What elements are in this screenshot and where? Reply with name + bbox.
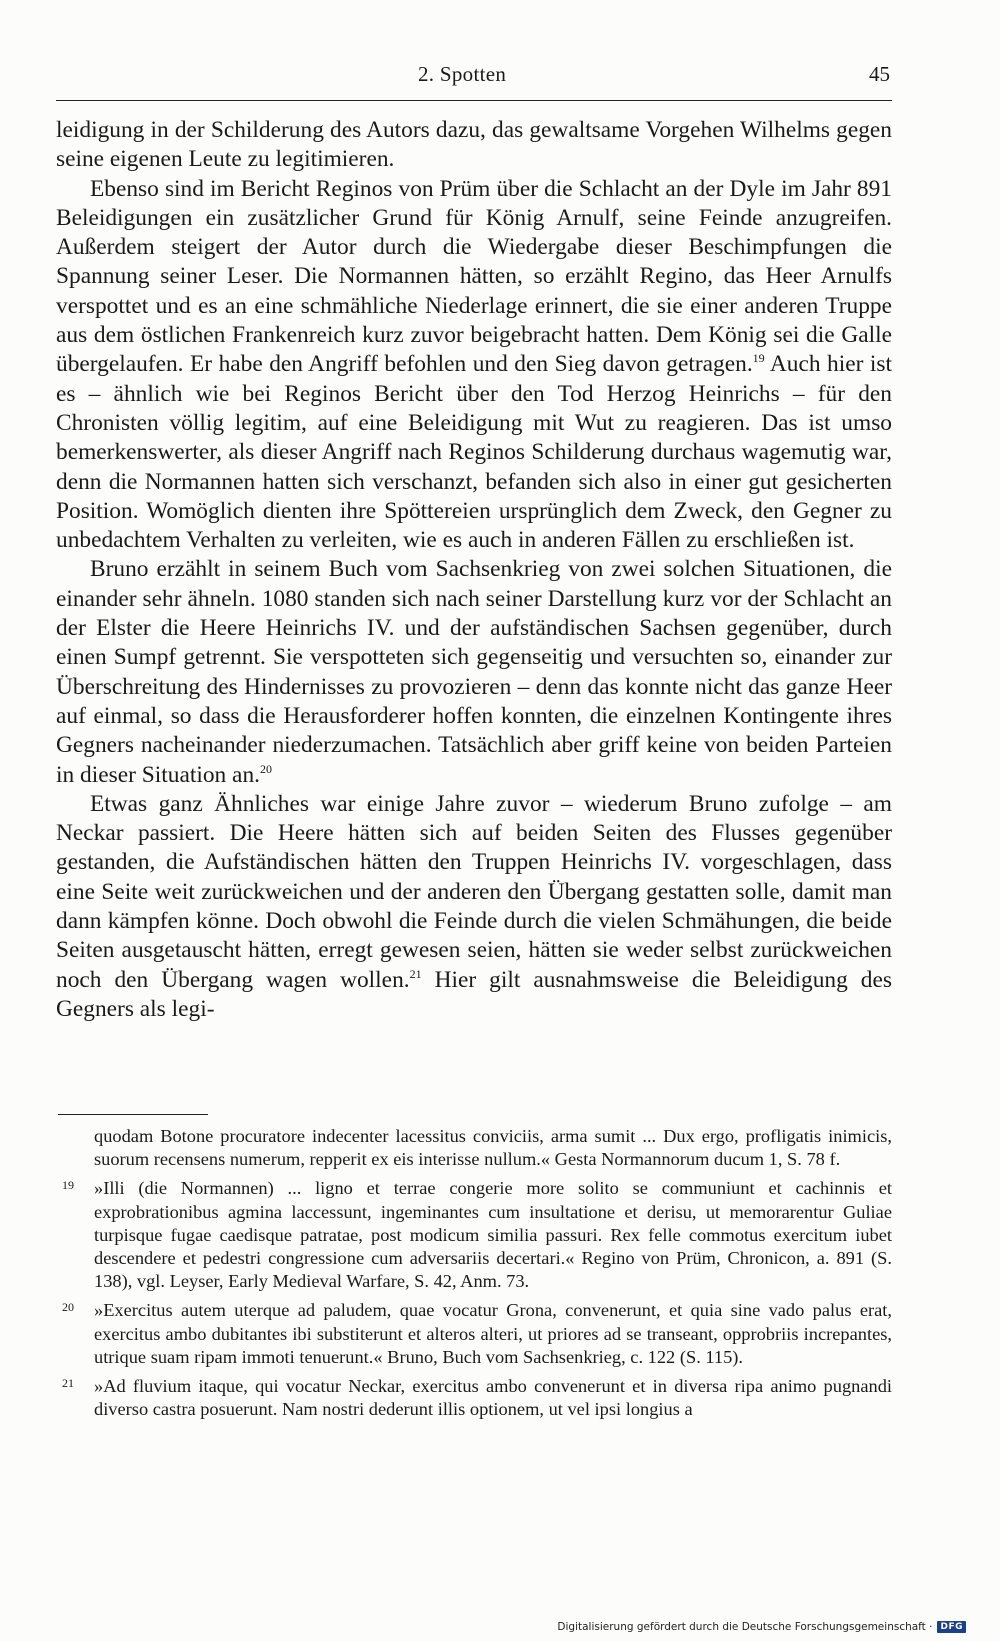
paragraph-2-text-b: Auch hier ist es – ähnlich wie bei Reginos Bericht über den Tod Herzog Heinrichs – für den Chronisten völlig legitim, auf eine Beleidigung mit Wut zu reagieren. Das ist umso bemerkenswerter, als dieser Angriff nach Reginos Schilderung durchaus wagemutig war, denn die Normannen hatten sich verschanzt, befanden sich also in einer gut gesicherten Position. Womöglich dienten ihre Spöttereien ursprünglich dem Zweck, den Gegner zu unbedachtem Verhalten zu verleiten, wie es auch in anderen Fällen zu erschließen ist. (56, 351, 892, 554)
footnote-21-text: »Ad fluvium itaque, qui vocatur Neckar, exercitus ambo convenerunt et in diversa ripa animo pugnandi diverso castra posuerunt. Nam nostri dederunt illis optionem, ut vel ipsi longius a (94, 1376, 892, 1420)
credit-text: Digitalisierung gefördert durch die Deutsche Forschungsgemeinschaft · (557, 1621, 933, 1633)
header-rule (56, 100, 892, 101)
footnote-ref-19[interactable]: 19 (752, 351, 765, 366)
page-number: 45 (869, 62, 890, 86)
footnote-18-text: quodam Botone procuratore indecenter lacessitus conviciis, arma sumit ... Dux ergo, profligatis inimicis, suorum recensens numerum, repperit ex eis interisse nullum.« Gesta Normannorum ducum 1, S. 78 f. (94, 1126, 892, 1170)
footnote-20-text: »Exercitus autem uterque ad paludem, quae vocatur Grona, convenerunt, et quia sine vado palus erat, exercitus ambo dubitantes ibi substiterunt et alteros alteri, ut priores ad se transeant, opprobriis increpantes, utrique suam ripam immoti tenuerunt.« Bruno, Buch vom Sachsenkrieg, c. 122 (S. 115). (94, 1300, 892, 1367)
paragraph-2 (56, 175, 892, 556)
footnote-19 (56, 1177, 892, 1293)
digitization-credit (557, 1621, 966, 1633)
main-text (56, 116, 892, 1024)
paragraph-4-text-b: Hier gilt ausnahmsweise die Beleidigung des Gegners als legi- (56, 966, 892, 1022)
paragraph-4-text-a: Etwas ganz Ähnliches war einige Jahre zuvor – wiederum Bruno zufolge – am Neckar passiert. Die Heere hätten sich auf beiden Seiten des Flusses gegenüber gestanden, die Aufständischen hätten den Truppen Heinrichs IV. vorgeschlagen, dass eine Seite weit zurückweichen und der anderen den Übergang gestatten solle, damit man dann kämpfen könne. Doch obwohl die Feinde durch die vielen Schmähungen, die beide Seiten ausgetauscht hätten, erregt gewesen seien, hätten sie weder selbst zurückweichen noch den Übergang wagen wollen. (56, 790, 892, 993)
footnote-rule (58, 1114, 208, 1115)
paragraph-3-text: Bruno erzählt in seinem Buch vom Sachsenkrieg von zwei solchen Situationen, die einander sehr ähneln. 1080 standen sich nach seiner Darstellung kurz vor der Schlacht an der Elster die Heere Heinrichs IV. und der aufständischen Sachsen gegenüber, durch einen Sumpf getrennt. Sie verspotteten sich gegenseitig und versuchten so, einander zur Überschreitung des Hindernisses zu provozieren – denn das konnte nicht das ganze Heer auf einmal, so dass die Herausforderer hoffen konnten, die einzelnen Kontingente ihres Gegners nacheinander niederzumachen. Tatsächlich aber griff keine von beiden Parteien in dieser Situation an. (56, 556, 892, 788)
paragraph-4 (56, 790, 892, 1024)
footnotes (56, 1125, 892, 1427)
footnote-21-number: 21 (62, 1376, 74, 1391)
dfg-logo: DFG (937, 1621, 966, 1633)
paragraph-3 (56, 555, 892, 789)
footnote-18-continued (56, 1125, 892, 1171)
paragraph-1 (56, 116, 892, 175)
paragraph-1-text: leidigung in der Schilderung des Autors dazu, das gewaltsame Vorgehen Wilhelms gegen seine eigenen Leute zu legitimieren. (56, 117, 892, 173)
paragraph-2-text-a: Ebenso sind im Bericht Reginos von Prüm über die Schlacht an der Dyle im Jahr 891 Beleidigungen ein zusätzlicher Grund für König Arnulf, seine Feinde anzugreifen. Außerdem steigert der Autor durch die Wiedergabe dieser Beschimpfungen die Spannung seiner Leser. Die Normannen hätten, so erzählt Regino, das Heer Arnulfs verspottet und es an eine schmähliche Niederlage erinnert, die sie einer anderen Truppe aus dem östlichen Frankenreich kurz zuvor beigebracht hatten. Dem König sei die Galle übergelaufen. Er habe den Angriff befohlen und den Sieg davon getragen. (56, 175, 892, 378)
footnote-19-text: »Illi (die Normannen) ... ligno et terrae congerie more solito se communiunt et cachinnis et exprobrationibus agmina laccessunt, ingeminantes cum insultatione et derisu, ut memorarentur Guliae turpisque fugae caedisque patratae, post modicum similia passuri. Rex felle commotus exercitum iubet descendere et pedestri congressione cum adversariis decertari.« Regino von Prüm, Chronicon, a. 891 (S. 138), vgl. Leyser, Early Medieval Warfare, S. 42, Anm. 73. (94, 1178, 892, 1292)
footnote-ref-20[interactable]: 20 (259, 761, 272, 776)
footnote-19-number: 19 (62, 1178, 74, 1193)
footnote-21 (56, 1375, 892, 1421)
footnote-20-number: 20 (62, 1300, 74, 1315)
footnote-ref-21[interactable]: 21 (409, 966, 422, 981)
running-head (58, 62, 890, 92)
running-title: 2. Spotten (418, 62, 507, 86)
footnote-20 (56, 1299, 892, 1369)
